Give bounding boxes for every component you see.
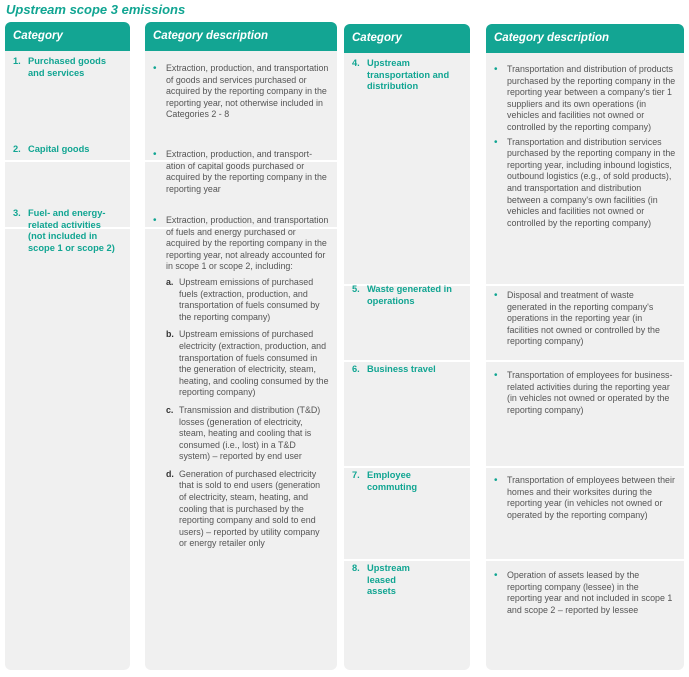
- description-4: • Transportation and distribution of products purchased by the reporting company in the reporting year between a company's tier 1 suppliers and its own operations (in vehicles and facilities not owned or controlled by the reporting company) • Transportation and distribution services purchased by the reporting company in the reporting year, including inbound logistics, outbound logistics (e.g., of sold products), and transportation and distribution between a company's own facilities (in vehicles and facilities not owned or controlled by the reporting company): [494, 64, 676, 228]
- category-2: 2. Capital goods: [13, 144, 90, 154]
- bullet-icon: •: [494, 64, 498, 75]
- bullet-icon: •: [153, 63, 157, 74]
- right-description-header: Category description: [486, 24, 684, 53]
- bullet-icon: •: [494, 290, 498, 301]
- sub-item-b: b. Upstream emissions of purchased electricity (extraction, production, and transportation of fuels consumed in the generation of electricity, steam, heating, and cooling consumed by the reporting company): [166, 329, 329, 398]
- description-3: • Extraction, production, and transportation of fuels and energy purchased or acquired by the reporting company in the reporting year, not already accounted for in scope 1 or scope 2, including: a. Upstream emissions of purchased fuels (extraction, production, and transportation of fuels consumed by the reporting company) b. Upstream emissions of purchased electricity (extraction, production, and transportation of fuels consumed in the generation of electricity, steam, heating, and cooling consumed by the reporting company) c. Transmission and distribution (T&D) losses (generation of electricity, steam, heating and cooling that is consumed (i.e., lost) in a T&D system) – reported by end user d. Generation of purchased electricity that is sold to end users (generation of electricity, steam, heating, and cooling that is purchased by the reporting company and sold to end users) – reported by utility company or energy retailer only: [153, 215, 329, 549]
- right-category-header: Category: [344, 24, 470, 53]
- section-title: Upstream scope 3 emissions: [6, 2, 186, 17]
- left-description-header: Category description: [145, 22, 337, 51]
- description-1: • Extraction, production, and transportation of goods and services purchased or acquired by the reporting company in the reporting year, not otherwise included in Categories 2 - 8: [153, 63, 329, 120]
- category-3: 3. Fuel- and energy- related activities (not included in scope 1 or scope 2): [13, 208, 115, 253]
- right-category-column: [344, 24, 470, 670]
- description-2: • Extraction, production, and transport- ation of capital goods purchased or acquired by the reporting company in the reporting year: [153, 149, 327, 194]
- category-6: 6. Business travel: [352, 364, 436, 374]
- bullet-icon: •: [494, 136, 498, 148]
- bullet-icon: •: [153, 215, 157, 226]
- bullet-icon: •: [494, 570, 498, 581]
- bullet-icon: •: [153, 149, 157, 160]
- category-8: 8. Upstream leased assets: [352, 563, 410, 596]
- sub-item-c: c. Transmission and distribution (T&D) losses (generation of electricity, steam, heating and cooling that is consumed (i.e., lost) in a T&D system) – reported by end user: [166, 404, 321, 462]
- category-7: 7. Employee commuting: [352, 470, 418, 492]
- left-category-header: Category: [5, 22, 130, 51]
- category-4: 4. Upstream transportation and distribution: [352, 58, 450, 91]
- description-5: • Disposal and treatment of waste generated in the reporting company's operations in the reporting year (in facilities not owned or controlled by the reporting company): [494, 290, 660, 347]
- description-7: • Transportation of employees between their homes and their worksites during the reporting year (in vehicles not owned or operated by the reporting company): [494, 475, 675, 520]
- description-8: • Operation of assets leased by the reporting company (lessee) in the reporting year and not included in scope 1 and scope 2 – reported by lessee: [494, 570, 673, 615]
- sub-item-a: a. Upstream emissions of purchased fuels (extraction, production, and transportation of fuels consumed by the reporting company): [166, 276, 320, 322]
- right-description-column: [486, 24, 684, 670]
- category-5: 5. Waste generated in operations: [352, 284, 452, 306]
- bullet-icon: •: [494, 370, 498, 381]
- description-6: • Transportation of employees for business-related activities during the reporting year (in vehicles not owned or operated by the reporting company): [494, 370, 673, 415]
- left-description-column: [145, 22, 337, 670]
- left-category-column: [5, 22, 130, 670]
- bullet-icon: •: [494, 475, 498, 486]
- category-1: 1. Purchased goods and services: [13, 56, 107, 78]
- sub-item-d: d. Generation of purchased electricity that is sold to end users (generation of electricity, steam, heating, and cooling that is purchased by the reporting company and sold to end users) – reported by utility company or energy retailer only: [166, 468, 321, 549]
